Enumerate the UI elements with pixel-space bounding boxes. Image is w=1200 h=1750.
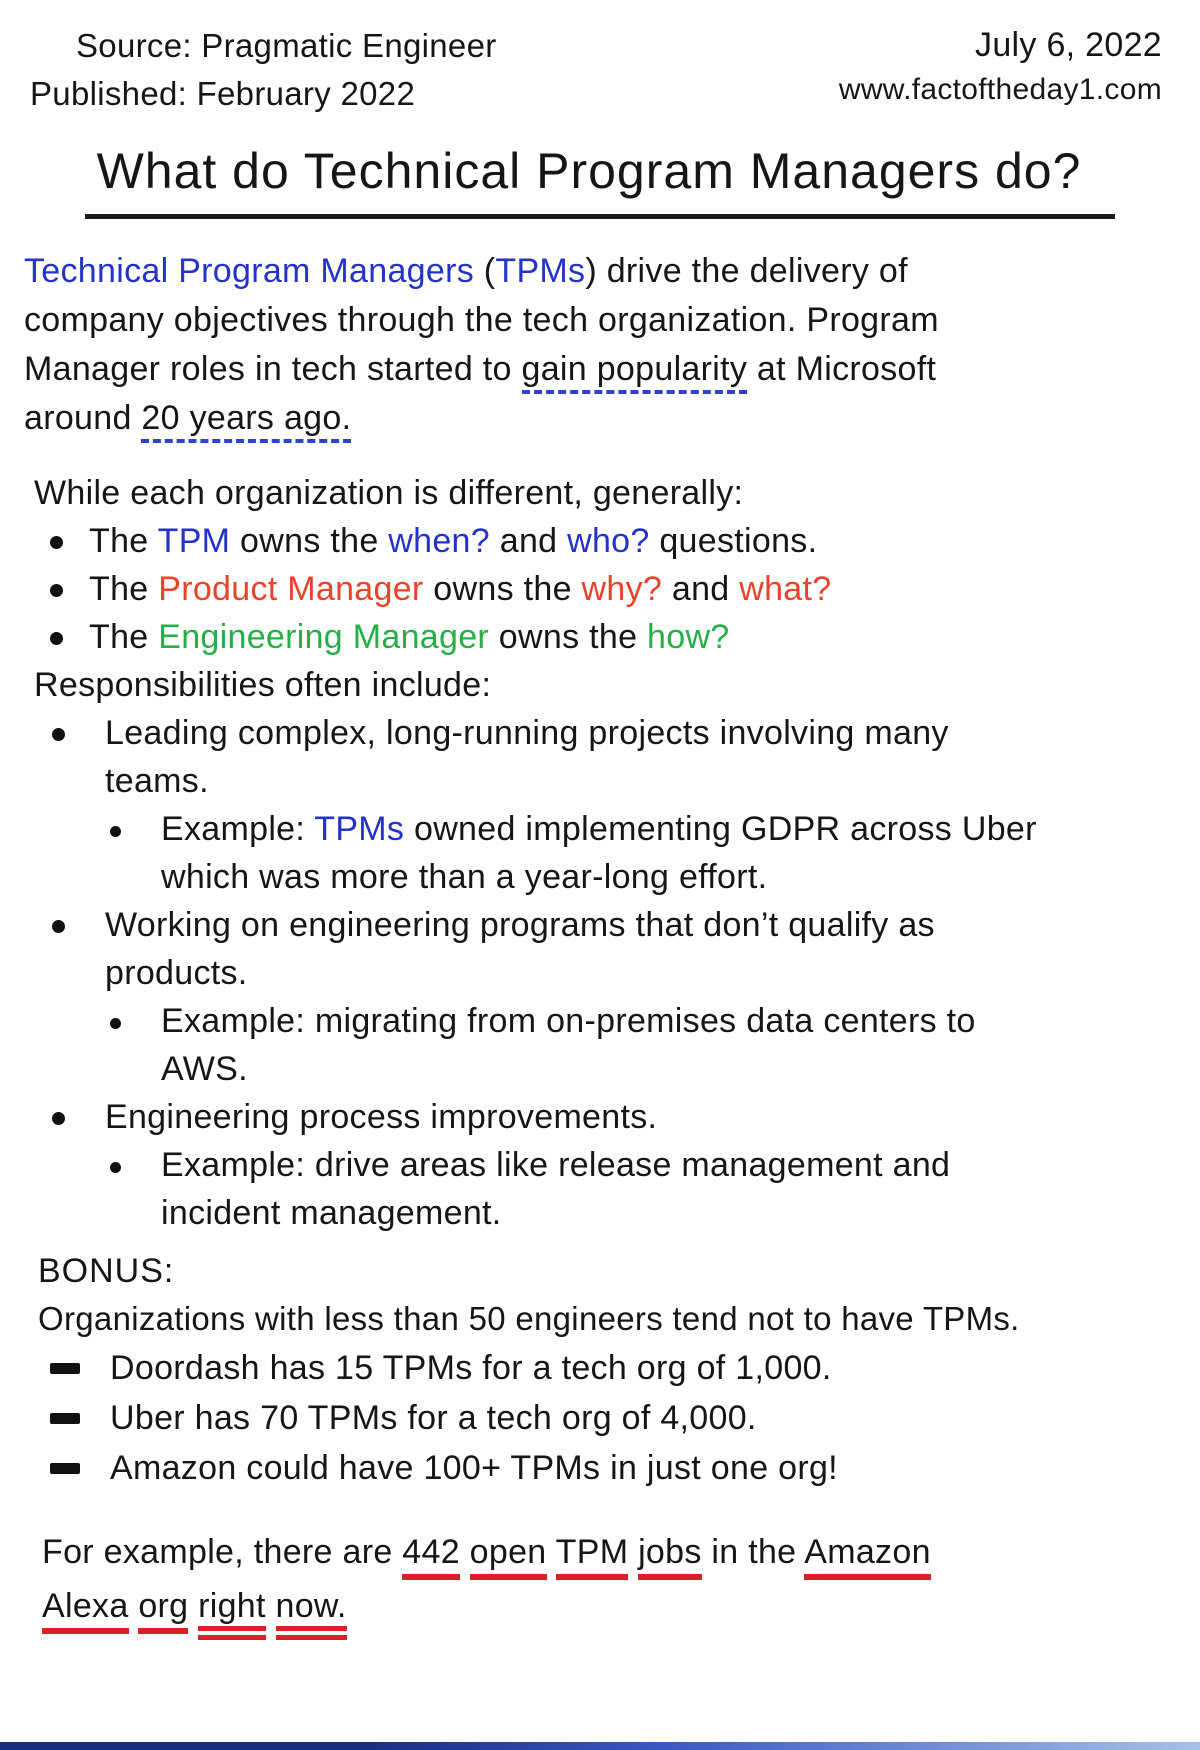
- text-segment: (: [474, 252, 496, 290]
- text-line: [161, 805, 1037, 853]
- example-item: [0, 997, 1200, 1093]
- text-segment: TPMs: [314, 810, 405, 848]
- text-line: [105, 1093, 657, 1141]
- text-segment: Working on engineering programs that don’t qualify as: [105, 906, 935, 944]
- bullet-dot-icon: [52, 920, 65, 933]
- title-row: [0, 142, 1200, 219]
- example-item: [0, 805, 1200, 901]
- footer-note: [42, 1525, 1200, 1633]
- bullet-dot-icon: [50, 536, 63, 549]
- text-segment: questions.: [649, 522, 818, 560]
- text-segment: what?: [739, 570, 832, 608]
- note-date: July 6, 2022: [975, 26, 1162, 64]
- bullet-item: [0, 517, 1200, 565]
- responsibilities-section: [0, 661, 1200, 1237]
- text-segment: owns the: [489, 618, 648, 656]
- text-segment: [188, 1587, 198, 1625]
- bullet-dot-icon: [110, 1018, 121, 1029]
- published-line: Published: February 2022: [30, 75, 416, 112]
- text-segment: Example:: [161, 810, 315, 848]
- text-segment: Engineering Manager: [158, 618, 490, 656]
- generally-heading: While each organization is different, generally:: [34, 474, 744, 512]
- text-segment: Technical Program Managers: [24, 252, 474, 290]
- fact-text: Uber has 70 TPMs for a tech org of 4,000.: [110, 1399, 757, 1437]
- text-line: [161, 1045, 976, 1093]
- bullet-item: [0, 613, 1200, 661]
- text-segment: Example: drive areas like release management and: [161, 1146, 951, 1184]
- text-line: [89, 613, 730, 661]
- bullet-dot-icon: [52, 1112, 65, 1125]
- text-segment: who?: [567, 522, 650, 560]
- text-line: [105, 757, 949, 805]
- text-segment: [547, 1533, 556, 1571]
- text-line: [105, 709, 949, 757]
- text-segment: and: [489, 522, 568, 560]
- fact-text: Amazon could have 100+ TPMs in just one org!: [110, 1449, 838, 1487]
- text-segment: Amazon: [804, 1533, 931, 1580]
- text-segment: right: [198, 1587, 266, 1640]
- text-segment: owned implementing GDPR across Uber: [404, 810, 1037, 848]
- text-line: [24, 394, 1200, 443]
- text-segment: which was more than a year-long effort.: [161, 858, 768, 896]
- text-segment: ) drive the delivery of: [585, 252, 908, 290]
- responsibility-item: [0, 901, 1200, 997]
- text-line: [42, 1579, 1200, 1633]
- text-line: [89, 565, 831, 613]
- text-segment: when?: [388, 522, 490, 560]
- text-segment: company objectives through the tech organization. Program: [24, 301, 939, 339]
- text-segment: Example: migrating from on-premises data centers to: [161, 1002, 976, 1040]
- responsibility-item: [0, 1093, 1200, 1141]
- bullet-dot-icon: [110, 1162, 121, 1173]
- text-segment: Engineering process improvements.: [105, 1098, 658, 1136]
- text-segment: incident management.: [161, 1194, 502, 1232]
- text-segment: Leading complex, long-running projects involving many: [105, 714, 949, 752]
- text-line: [161, 1189, 950, 1237]
- text-segment: open: [470, 1533, 547, 1580]
- intro-paragraph: [24, 247, 1200, 443]
- text-line: [42, 1525, 1200, 1579]
- text-segment: now.: [276, 1587, 347, 1640]
- responsibility-item: [0, 709, 1200, 805]
- text-segment: [129, 1587, 139, 1625]
- text-segment: owns the: [423, 570, 582, 608]
- fact-item: [0, 1443, 1200, 1493]
- text-segment: gain popularity: [522, 350, 748, 394]
- responsibility-text: [105, 901, 935, 997]
- source-line: Source: Pragmatic Engineer: [76, 27, 497, 64]
- text-segment: TPM: [556, 1533, 629, 1580]
- text-line: [105, 949, 935, 997]
- fact-text: Doordash has 15 TPMs for a tech org of 1,000.: [110, 1349, 832, 1387]
- website-url: www.factoftheday1.com: [838, 73, 1162, 106]
- text-segment: in the: [701, 1533, 805, 1571]
- bonus-section: [0, 1247, 1200, 1493]
- text-segment: The: [89, 522, 158, 560]
- page-title: What do Technical Program Managers do?: [85, 142, 1116, 219]
- responsibilities-heading: Responsibilities often include:: [34, 666, 492, 704]
- text-line: [161, 1141, 950, 1189]
- text-segment: [266, 1587, 276, 1625]
- generally-section: [0, 469, 1200, 661]
- bottom-accent-bar: [0, 1742, 1200, 1750]
- bonus-intro: Organizations with less than 50 engineers tend not to have TPMs.: [38, 1300, 1020, 1337]
- text-segment: teams.: [105, 762, 209, 800]
- text-segment: and: [662, 570, 740, 608]
- example-text: [161, 997, 976, 1093]
- fact-item: [0, 1343, 1200, 1393]
- text-segment: around: [24, 399, 142, 437]
- text-segment: TPMs: [495, 252, 586, 290]
- responsibility-text: [105, 1093, 657, 1141]
- bonus-label: BONUS:: [38, 1252, 175, 1290]
- text-line: [161, 997, 976, 1045]
- text-segment: [628, 1533, 638, 1571]
- text-segment: Product Manager: [158, 570, 424, 608]
- text-segment: [460, 1533, 470, 1571]
- text-segment: why?: [581, 570, 663, 608]
- text-segment: owns the: [230, 522, 389, 560]
- text-segment: org: [138, 1587, 188, 1634]
- text-segment: For example, there are: [42, 1533, 403, 1571]
- bullet-dot-icon: [50, 584, 63, 597]
- date-block: [839, 22, 1162, 118]
- example-text: [161, 805, 1037, 901]
- dash-bullet-icon: [50, 1413, 80, 1424]
- text-segment: how?: [647, 618, 730, 656]
- dash-bullet-icon: [50, 1463, 80, 1474]
- responsibility-text: [105, 709, 949, 805]
- text-segment: AWS.: [161, 1050, 248, 1088]
- text-segment: Alexa: [42, 1587, 129, 1634]
- note-header: [0, 0, 1200, 118]
- bullet-dot-icon: [50, 632, 63, 645]
- text-segment: products.: [105, 954, 248, 992]
- bullet-dot-icon: [52, 728, 65, 741]
- text-line: [24, 247, 1200, 296]
- bullet-dot-icon: [110, 826, 121, 837]
- text-segment: The: [89, 570, 159, 608]
- bullet-item: [0, 565, 1200, 613]
- text-line: [89, 517, 817, 565]
- text-segment: TPM: [157, 522, 231, 560]
- example-item: [0, 1141, 1200, 1237]
- text-segment: The: [89, 618, 159, 656]
- text-segment: jobs: [638, 1533, 702, 1580]
- dash-bullet-icon: [50, 1363, 80, 1374]
- text-segment: 20 years ago.: [141, 399, 351, 443]
- text-segment: at Microsoft: [747, 350, 937, 388]
- text-segment: 442: [402, 1533, 460, 1580]
- fact-item: [0, 1393, 1200, 1443]
- source-block: [30, 22, 497, 118]
- text-segment: Manager roles in tech started to: [24, 350, 522, 388]
- text-line: [105, 901, 935, 949]
- text-line: [24, 345, 1200, 394]
- text-line: [161, 853, 1037, 901]
- example-text: [161, 1141, 950, 1237]
- text-line: [24, 296, 1200, 345]
